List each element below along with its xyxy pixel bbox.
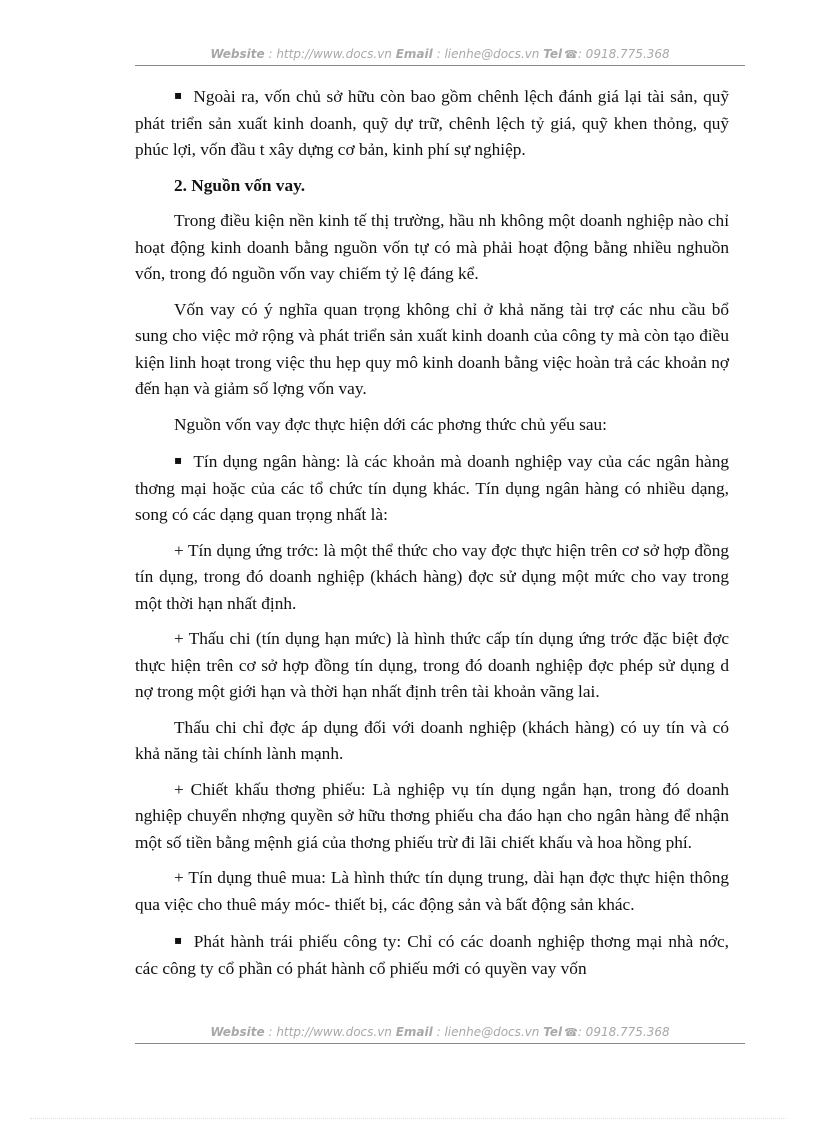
footer-rule [135,1043,745,1044]
document-body [135,82,729,991]
paragraph-discount: + Chiết khấu thơng phiếu: Là nghiệp vụ tín dụng ngắn hạn, trong đó doanh nghiệp chuyển nhợng quyền sở hữu thơng phiếu cha đáo hạn cho ngân hàng để nhận một số tiền bằng mệnh giá của thơng phiếu trừ đi lãi chiết khấu và hoa hồng phí. [135,779,729,852]
paragraph-overdraft: + Thấu chi (tín dụng hạn mức) là hình thức cấp tín dụng ứng trớc đặc biệt đợc thực hiện trên cơ sở hợp đồng tín dụng, trong đó doanh nghiệp đợc phép sử dụng d nợ trong một giới hạn và thời hạn nhất định trên tài khoản vãng lai. [135,629,729,701]
footer-email-label: Email [395,1025,433,1039]
page-footer [135,1025,745,1039]
bullet-icon: ▪ [174,453,184,467]
header-email-label: Email [395,47,433,61]
paragraph-loan-methods: Nguồn vốn vay đợc thực hiện dới các phơng thức chủ yếu sau: [174,414,607,434]
footer-tel-number: : 0918.775.368 [577,1025,670,1039]
bullet-icon: ▪ [174,88,184,102]
paragraph-overdraft-condition: Thấu chi chỉ đợc áp dụng đối với doanh nghiệp (khách hàng) có uy tín và có khả năng tài chính lành mạnh. [135,717,729,763]
page-edge-divider [30,1118,786,1119]
phone-icon: ☎ [564,1026,578,1039]
bullet-icon: ▪ [174,933,184,947]
paragraph-leasing: + Tín dụng thuê mua: Là hình thức tín dụng trung, dài hạn đợc thực hiện thông qua việc cho thuê máy móc- thiết bị, các động sản và bất động sản khác. [135,868,729,914]
section-heading: 2. Nguồn vốn vay. [174,175,306,195]
header-email-address: : lienhe@docs.vn [432,47,544,61]
header-tel-label: Tel [543,47,563,61]
footer-tel-label: Tel [543,1025,563,1039]
footer-email-address: : lienhe@docs.vn [432,1025,544,1039]
paragraph-loan-importance: Vốn vay có ý nghĩa quan trọng không chỉ ở khả năng tài trợ các nhu cầu bổ sung cho việc mở rộng và phát triển sản xuất kinh doanh của công ty mà còn tạo điều kiện linh hoạt trong việc thu hẹp quy mô kinh doanh bằng việc hoàn trả các khoản nợ đến hạn và giảm số lợng vốn vay. [135,299,729,398]
footer-website-label: Website [210,1025,265,1039]
header-website-label: Website [210,47,265,61]
paragraph-text: Phát hành trái phiếu công ty: Chỉ có các doanh nghiệp thơng mại nhà nớc, các công ty cổ phần có phát hành cổ phiếu mới có quyền vay vốn [135,932,730,978]
phone-icon: ☎ [564,48,578,61]
header-tel-number: : 0918.775.368 [577,47,670,61]
paragraph-text: Ngoài ra, vốn chủ sở hữu còn bao gồm chênh lệch đánh giá lại tài sản, quỹ phát triển sản xuất kinh doanh, quỹ dự trữ, chênh lệch tỷ giá, quỹ khen thỏng, quỹ phúc lợi, vốn đầu t xây dựng cơ bản, kinh phí sự nghiệp. [135,87,730,159]
paragraph-advance-credit: + Tín dụng ứng trớc: là một thể thức cho vay đợc thực hiện trên cơ sở hợp đồng tín dụng, trong đó doanh nghiệp (khách hàng) đợc sử dụng một mức cho vay trong một thời hạn nhất định. [135,540,729,613]
paragraph-bond-issue [135,927,729,982]
paragraph-market-economy: Trong điều kiện nền kinh tế thị trường, hầu nh không một doanh nghiệp nào chỉ hoạt động kinh doanh bằng nguồn vốn tự có mà phải hoạt động bằng nhiều nghuồn vốn, trong đó nguồn vốn vay chiếm tỷ lệ đáng kể. [135,211,729,283]
header-rule [135,65,745,66]
footer-website-url: : http://www.docs.vn [264,1025,396,1039]
paragraph-bank-credit [135,447,729,529]
page-header [135,47,745,61]
header-website-url: : http://www.docs.vn [264,47,396,61]
paragraph-equity-components [135,82,729,164]
paragraph-text: Tín dụng ngân hàng: là các khoản mà doanh nghiệp vay của các ngân hàng thơng mại hoặc của các tổ chức tín dụng khác. Tín dụng ngân hàng có nhiều dạng, song có các dạng quan trọng nhất là: [135,452,729,524]
